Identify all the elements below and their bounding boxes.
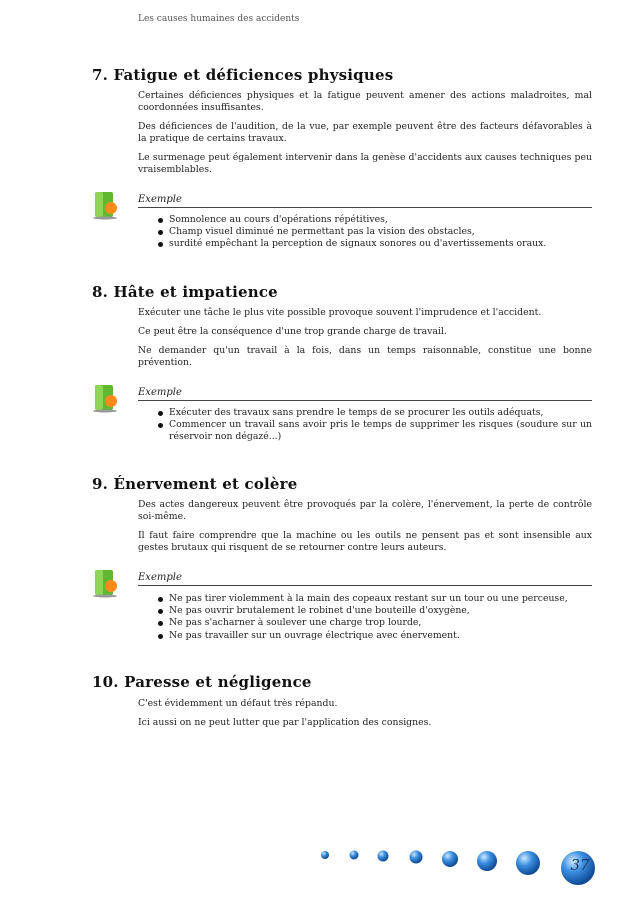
list-item: Champ visuel diminué ne permettant pas la vision des obstacles,	[158, 226, 592, 238]
bubble-decoration	[442, 851, 458, 867]
list-item: surdité empêchant la perception de signaux sonores ou d'avertissements oraux.	[158, 238, 592, 250]
section-title: 9. Énervement et colère	[92, 475, 298, 493]
paragraph: Des actes dangereux peuvent être provoqués par la colère, l'énervement, la perte de contrôle soi-même.	[138, 499, 592, 523]
paragraph: Le surmenage peut également intervenir dans la genèse d'accidents aux causes techniques peu vraisemblables.	[138, 152, 592, 176]
example-label: Exemple	[138, 572, 182, 583]
paragraph: Certaines déficiences physiques et la fatigue peuvent amener des actions maladroites, mal coordonnées insuffisantes.	[138, 90, 592, 114]
example-label: Exemple	[138, 194, 182, 205]
list-item: Ne pas tirer violemment à la main des copeaux restant sur un tour ou une perceuse,	[158, 593, 592, 605]
section-title: 10. Paresse et négligence	[92, 673, 312, 691]
bubble-decoration	[410, 851, 423, 864]
example-icon	[90, 190, 120, 220]
section-title: 8. Hâte et impatience	[92, 283, 278, 301]
bubble-decoration	[378, 851, 389, 862]
paragraph: Ce peut être la conséquence d'une trop grande charge de travail.	[138, 326, 447, 337]
example-divider	[138, 585, 592, 586]
example-icon	[90, 568, 120, 598]
example-label: Exemple	[138, 387, 182, 398]
example-divider	[138, 400, 592, 401]
example-list	[158, 593, 592, 642]
example-list	[158, 407, 592, 444]
example-divider	[138, 207, 592, 208]
list-item: Commencer un travail sans avoir pris le temps de supprimer les risques (soudure sur un réservoir non dégazé...)	[158, 419, 592, 443]
bubble-decoration	[350, 851, 359, 860]
list-item: Somnolence au cours d'opérations répétitives,	[158, 214, 592, 226]
paragraph: Il faut faire comprendre que la machine ou les outils ne pensent pas et sont insensible aux gestes brutaux qui risquent de se retourner contre leurs auteurs.	[138, 530, 592, 554]
list-item: Ne pas s'acharner à soulever une charge trop lourde,	[158, 617, 592, 629]
paragraph: Ne demander qu'un travail à la fois, dans un temps raisonnable, constitue une bonne prévention.	[138, 345, 592, 369]
page-number: 37	[570, 856, 590, 874]
list-item: Ne pas travailler sur un ouvrage électrique avec énervement.	[158, 630, 592, 642]
bubble-decoration	[516, 851, 540, 875]
list-item: Ne pas ouvrir brutalement le robinet d'une bouteille d'oxygène,	[158, 605, 592, 617]
example-icon	[90, 383, 120, 413]
running-header: Les causes humaines des accidents	[138, 14, 300, 24]
paragraph: Ici aussi on ne peut lutter que par l'application des consignes.	[138, 717, 432, 728]
example-list	[158, 214, 592, 251]
paragraph: Exécuter une tâche le plus vite possible provoque souvent l'imprudence et l'accident.	[138, 307, 542, 318]
paragraph: C'est évidemment un défaut très répandu.	[138, 698, 338, 709]
paragraph: Des déficiences de l'audition, de la vue, par exemple peuvent être des facteurs défavorables à la pratique de certains travaux.	[138, 121, 592, 145]
bubble-decoration	[321, 851, 329, 859]
section-title: 7. Fatigue et déficiences physiques	[92, 66, 394, 84]
bubble-decoration	[477, 851, 497, 871]
list-item: Exécuter des travaux sans prendre le temps de se procurer les outils adéquats,	[158, 407, 592, 419]
